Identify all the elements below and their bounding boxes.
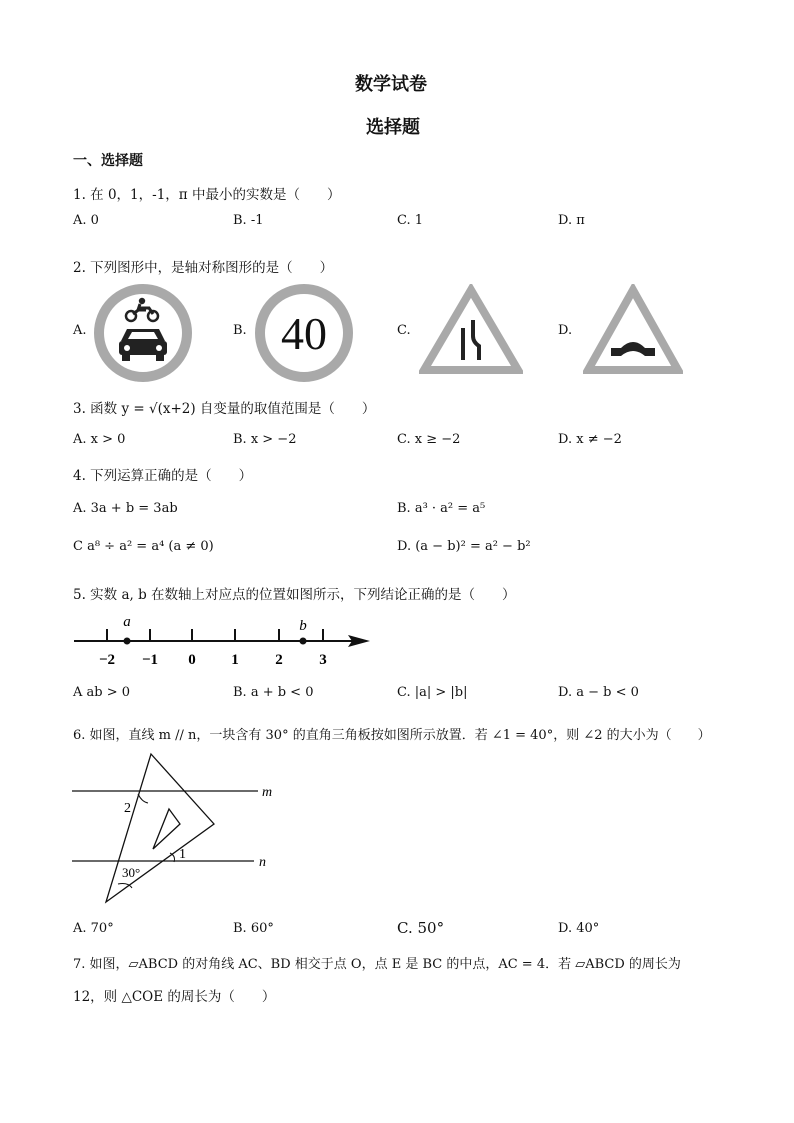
q3-stem: 3. 函数 y = √(x+2) 自变量的取值范围是（ ）	[73, 401, 376, 417]
q2-label-b: B.	[233, 323, 247, 338]
q5-option-c: C. |a| > |b|	[397, 685, 468, 700]
q4-stem: 4. 下列运算正确的是（ ）	[73, 468, 253, 484]
q7-line2: 12，则 △COE 的周长为（ ）	[73, 989, 276, 1005]
label-n: n	[259, 855, 266, 870]
q6-option-b: B. 60°	[233, 921, 274, 936]
label-angle1: 1	[179, 847, 186, 862]
page-subtitle: 选择题	[366, 117, 420, 138]
angle2-arc	[138, 794, 148, 803]
q6-stem: 6. 如图，直线 m // n，一块含有 30° 的直角三角板按如图所示放置．若 ∠1 = 40°，则 ∠2 的大小为（ ）	[73, 728, 711, 743]
number-line-ticks	[107, 629, 323, 641]
q2-label-a: A.	[73, 323, 87, 338]
speed-limit-sign-icon	[254, 283, 354, 383]
q7-line1: 7. 如图，▱ABCD 的对角线 AC、BD 相交于点 O，点 E 是 BC 的中点，AC = 4．若 ▱ABCD 的周长为	[73, 957, 681, 972]
tick-label: 1	[231, 652, 239, 668]
q3-option-b: B. x > −2	[233, 432, 297, 447]
no-motor-vehicles-sign-icon	[93, 283, 193, 383]
q5-option-a: A ab > 0	[73, 685, 131, 700]
q4-option-a: A. 3a + b = 3ab	[73, 501, 178, 516]
set-square-inner	[153, 809, 180, 849]
point-a-label: a	[123, 614, 131, 630]
hump-bridge-sign-icon	[583, 284, 683, 376]
q3-option-a: A. x > 0	[73, 432, 126, 447]
tick-label: −1	[141, 652, 159, 668]
point-b	[300, 638, 307, 645]
q4-option-c: C a⁸ ÷ a² = a⁴ (a ≠ 0)	[73, 539, 214, 554]
tick-label: −2	[98, 652, 116, 668]
tick-label: 3	[319, 652, 327, 668]
page-title: 数学试卷	[355, 74, 427, 95]
tick-label: 2	[275, 652, 283, 668]
label-angle30: 30°	[122, 865, 141, 880]
point-a	[124, 638, 131, 645]
q5-stem: 5. 实数 a, b 在数轴上对应点的位置如图所示，下列结论正确的是（ ）	[73, 587, 516, 603]
label-angle2: 2	[124, 801, 131, 816]
point-b-label: b	[299, 618, 307, 634]
road-narrows-sign-icon	[419, 284, 523, 376]
q2-label-d: D.	[558, 323, 573, 338]
q3-option-d: D. x ≠ −2	[558, 432, 622, 447]
q6-option-a: A. 70°	[73, 921, 114, 936]
tick-label: 0	[188, 652, 196, 668]
label-m: m	[262, 785, 273, 800]
q6-option-c: C. 50°	[397, 919, 445, 937]
q2-stem: 2. 下列图形中，是轴对称图形的是（ ）	[73, 260, 334, 276]
q2-label-c: C.	[397, 323, 411, 338]
q3-option-c: C. x ≥ −2	[397, 432, 461, 447]
q1-option-c: C. 1	[397, 213, 424, 228]
speed-limit-text: 40	[281, 308, 327, 359]
parallel-lines-triangle-figure	[66, 750, 286, 912]
number-line-figure	[70, 612, 380, 672]
q1-option-a: A. 0	[73, 213, 99, 228]
section-heading: 一、选择题	[73, 153, 143, 169]
q5-option-d: D. a − b < 0	[558, 685, 639, 700]
q1-option-b: B. -1	[233, 213, 264, 228]
q4-option-d: D. (a − b)² = a² − b²	[397, 539, 531, 554]
q4-option-b: B. a³ · a² = a⁵	[397, 501, 486, 516]
q6-option-d: D. 40°	[558, 921, 600, 936]
q1-option-d: D. π	[558, 213, 585, 228]
q5-option-b: B. a + b < 0	[233, 685, 314, 700]
q1-stem: 1. 在 0，1，-1，π 中最小的实数是（ ）	[73, 187, 341, 203]
